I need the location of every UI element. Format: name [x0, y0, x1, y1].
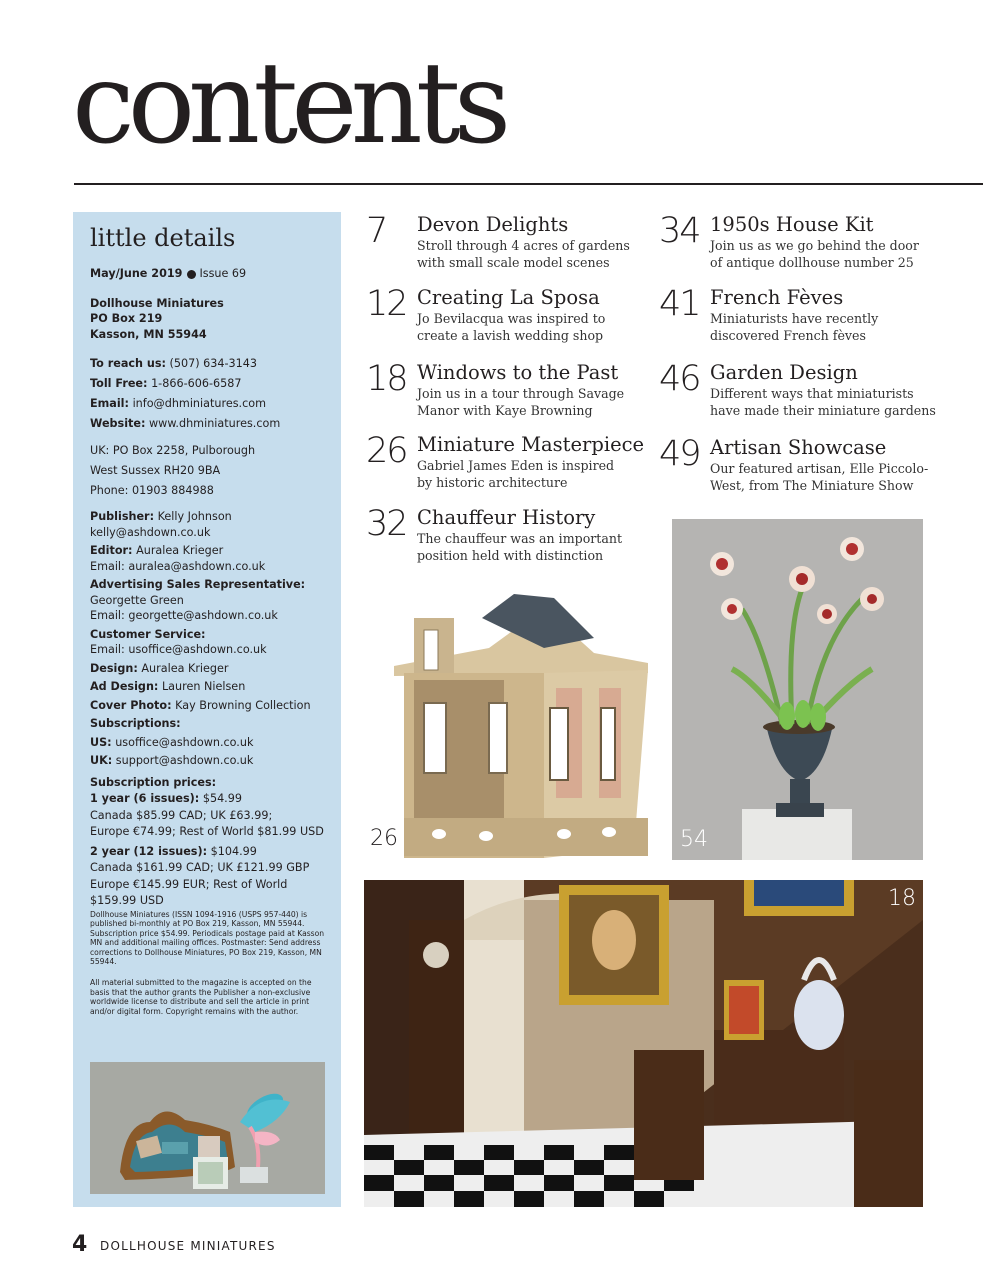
email-value: info@dhminiatures.com: [132, 397, 266, 410]
toc-page-number: 18: [366, 359, 407, 399]
sidebar-heading: little details: [90, 224, 236, 252]
toc-description: West, from The Miniature Show: [710, 478, 914, 493]
editor-label: Editor:: [90, 544, 133, 557]
ads-name: Georgette Green: [90, 593, 184, 607]
address-line: Kasson, MN 55944: [90, 327, 207, 341]
ads-label: Advertising Sales Representative:: [90, 578, 306, 591]
toc-title: 1950s House Kit: [710, 213, 874, 236]
phone-label: To reach us:: [90, 357, 166, 370]
ad-design-name: Lauren Nielsen: [161, 680, 246, 693]
uk-label: UK:: [90, 754, 113, 767]
editor-name: Auralea Krieger: [136, 544, 224, 557]
toc-description: with small scale model scenes: [417, 255, 610, 270]
publisher-name: Kelly Johnson: [157, 510, 232, 523]
toc-description: by historic architecture: [417, 475, 568, 490]
toc-description: create a lavish wedding shop: [417, 328, 604, 343]
issue-line: [90, 266, 330, 282]
price-line: Europe €145.99 EUR; Rest of World: [90, 877, 288, 891]
issue-date: May/June 2019: [90, 267, 183, 280]
toc-page-number: 12: [366, 284, 407, 324]
toc-page-number: 26: [366, 431, 407, 471]
prices-heading: Subscription prices:: [90, 775, 217, 789]
page-title: contents: [72, 39, 505, 169]
phone-value: (507) 634-3143: [169, 357, 258, 370]
design-name: Auralea Krieger: [141, 661, 229, 675]
subscriptions-label: Subscriptions:: [90, 717, 181, 730]
us-label: US:: [90, 735, 112, 749]
toc-description: of antique dollhouse number 25: [710, 255, 914, 270]
price-line: Europe €74.99; Rest of World $81.99 USD: [90, 825, 324, 838]
price-line: Canada $85.99 CAD; UK £63.99;: [90, 808, 273, 822]
dollhouse-photo: [364, 578, 660, 860]
publisher-email: kelly@ashdown.co.uk: [90, 525, 211, 539]
customer-service-label: Customer Service:: [90, 627, 206, 641]
copyright-statement: All material submitted to the magazine is accepted on the basis that the author grants the Publisher a non-exclusive worldwide license to distribute and sell the article in print and/or digital form. Copyright remains with the author.: [90, 978, 312, 1016]
website-value: www.dhminiatures.com: [149, 417, 281, 430]
toc-description: Different ways that miniaturists: [710, 386, 914, 401]
toc-title: French Fèves: [710, 286, 844, 309]
footer-page-number: 4: [72, 1232, 88, 1257]
price-line: Canada $161.99 CAD; UK £121.99 GBP: [90, 861, 310, 874]
uk-office: [90, 443, 330, 499]
tollfree-value: 1-866-606-6587: [151, 377, 242, 390]
toc-page-number: 46: [659, 359, 700, 399]
toc-title: Artisan Showcase: [710, 436, 887, 459]
toc-title: Devon Delights: [417, 213, 569, 236]
contact-info: [90, 356, 330, 432]
toc-page-number: 7: [366, 211, 387, 251]
mailing-address: [90, 296, 330, 343]
toc-description: Join us as we go behind the door: [710, 238, 919, 253]
ads-email: Email: georgette@ashdown.co.uk: [90, 609, 278, 622]
toc-page-number: 49: [659, 434, 700, 474]
two-year-price: $104.99: [210, 844, 257, 858]
footer-magazine-name: DOLLHOUSE MINIATURES: [100, 1239, 276, 1253]
publication-statement: Dollhouse Miniatures (ISSN 1094-1916 (USPS 957-440) is published bi-monthly at PO Box 219, Kasson, MN 55944. Subscription price $54.99. Periodicals postage paid at Kasson MN and additional mailing offices. Postmaster: Send address corrections to Dollhouse Miniatures, PO Box 219, Kasson, MN 55944.: [90, 909, 325, 967]
bullet-icon: [187, 270, 196, 279]
toc-description: position held with distinction: [417, 548, 604, 563]
editor-email: Email: auralea@ashdown.co.uk: [90, 559, 266, 573]
toc-title: Chauffeur History: [417, 506, 596, 529]
staff-credits: [90, 509, 330, 769]
toc-title: Creating La Sposa: [417, 286, 600, 309]
toc-description: discovered French fèves: [710, 328, 866, 343]
interior-photo: [364, 880, 923, 1207]
one-year-price: $54.99: [202, 792, 242, 805]
uk-email: support@ashdown.co.uk: [115, 754, 254, 767]
toc-page-number: 41: [659, 284, 700, 324]
address-line: Dollhouse Miniatures: [90, 296, 224, 310]
cover-photo-credit: Kay Browning Collection: [175, 698, 311, 712]
uk-address-line: UK: PO Box 2258, Pulborough: [90, 443, 256, 457]
title-rule: [74, 183, 983, 185]
subscription-prices: [90, 775, 330, 909]
toc-page-number: 34: [659, 211, 700, 251]
design-label: Design:: [90, 661, 138, 675]
toc-description: Manor with Kaye Browning: [417, 403, 593, 418]
email-label: Email:: [90, 397, 129, 410]
address-line: PO Box 219: [90, 312, 163, 325]
toc-description: Jo Bevilacqua was inspired to: [417, 311, 606, 326]
toc-description: Our featured artisan, Elle Piccolo-: [710, 461, 929, 476]
toc-title: Miniature Masterpiece: [417, 433, 645, 456]
toc-description: Stroll through 4 acres of gardens: [417, 238, 630, 253]
sofa-miniature-photo: [90, 1062, 325, 1194]
us-email: usoffice@ashdown.co.uk: [115, 735, 254, 749]
customer-service-email: Email: usoffice@ashdown.co.uk: [90, 643, 267, 656]
website-label: Website:: [90, 417, 146, 430]
photo-caption-number: 18: [888, 886, 916, 911]
toc-title: Garden Design: [710, 361, 858, 384]
tollfree-label: Toll Free:: [90, 377, 148, 390]
toc-description: Gabriel James Eden is inspired: [417, 458, 615, 473]
toc-description: have made their miniature gardens: [710, 403, 936, 418]
toc-title: Windows to the Past: [417, 361, 619, 384]
ad-design-label: Ad Design:: [90, 680, 159, 693]
toc-description: The chauffeur was an important: [417, 531, 623, 546]
orchid-photo: [672, 519, 923, 860]
uk-phone: Phone: 01903 884988: [90, 483, 214, 497]
photo-caption-number: 54: [680, 827, 708, 852]
publisher-label: Publisher:: [90, 510, 155, 523]
uk-address-line: West Sussex RH20 9BA: [90, 463, 221, 477]
issue-number: Issue 69: [199, 267, 247, 280]
toc-description: Miniaturists have recently: [710, 311, 879, 326]
two-year-label: 2 year (12 issues):: [90, 844, 208, 858]
fine-print: [90, 910, 330, 1017]
cover-photo-label: Cover Photo:: [90, 698, 172, 712]
one-year-label: 1 year (6 issues):: [90, 792, 200, 805]
toc-page-number: 32: [366, 504, 407, 544]
toc-description: Join us in a tour through Savage: [417, 386, 625, 401]
little-details-sidebar: [73, 212, 341, 1207]
price-line: $159.99 USD: [90, 894, 164, 907]
photo-caption-number: 26: [370, 826, 398, 851]
